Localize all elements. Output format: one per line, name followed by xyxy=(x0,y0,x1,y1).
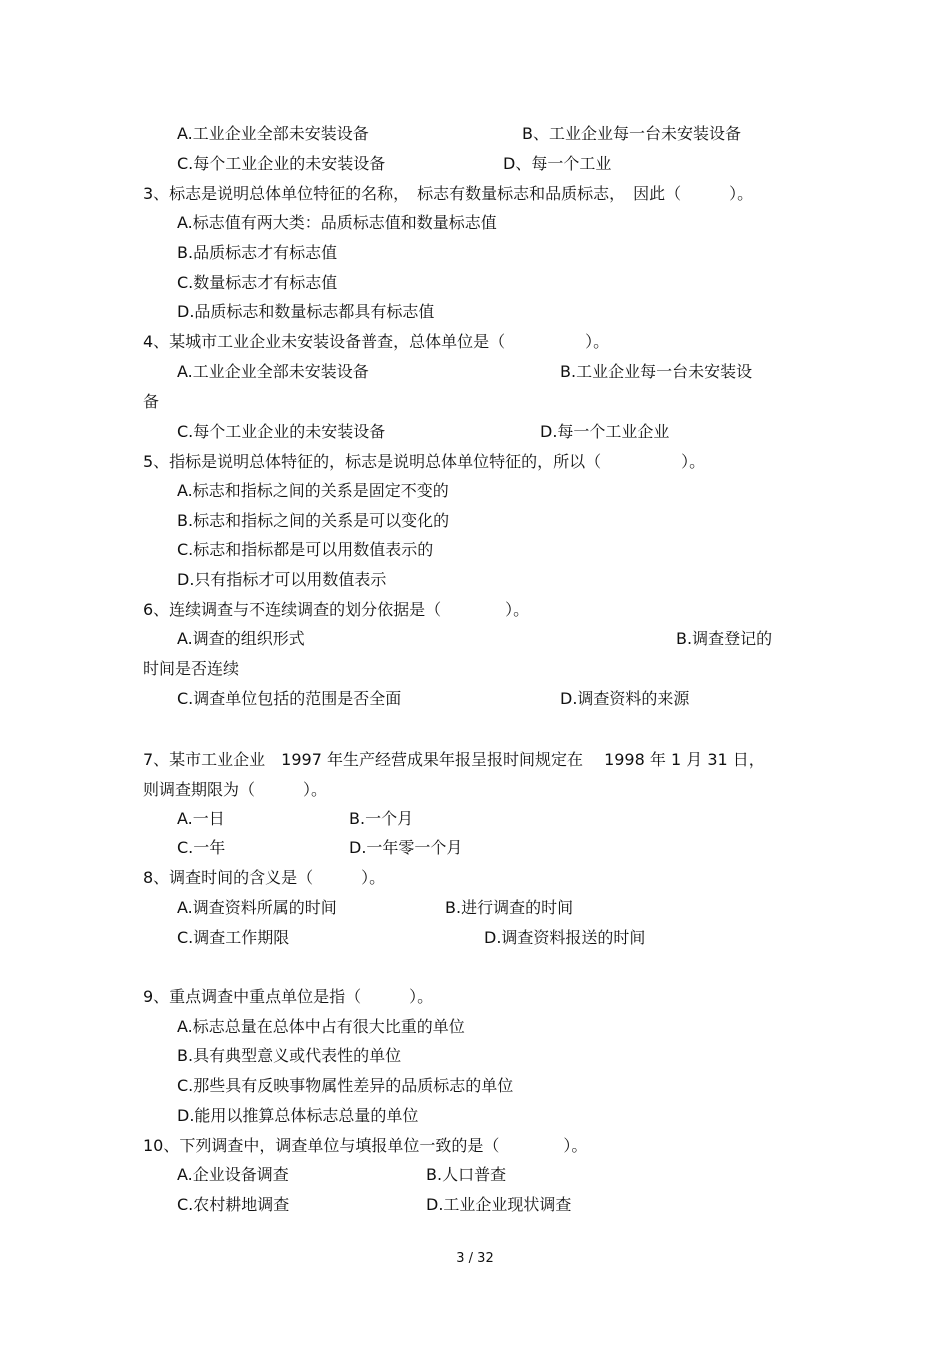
page-number: 3 / 32 xyxy=(456,1251,494,1266)
question-7-wrap: 则调查期限为（ ）。 xyxy=(143,780,328,799)
q9-option-b: B.具有典型意义或代表性的单位 xyxy=(177,1046,402,1065)
q4-option-c: C.每个工业企业的未安装设备 xyxy=(177,422,386,441)
question-3: 3、标志是说明总体单位特征的名称， 标志有数量标志和品质标志， 因此（ ）。 xyxy=(143,184,754,203)
q3-option-d: D.品质标志和数量标志都具有标志值 xyxy=(177,302,435,321)
q9-option-a: A.标志总量在总体中占有很大比重的单位 xyxy=(177,1017,465,1036)
q8-option-b: B.进行调查的时间 xyxy=(445,898,574,917)
q6-option-b: B.调查登记的 xyxy=(676,629,773,648)
q5-option-a: A.标志和指标之间的关系是固定不变的 xyxy=(177,481,449,500)
q8-option-a: A.调查资料所属的时间 xyxy=(177,898,337,917)
q7-option-d: D.一年零一个月 xyxy=(349,838,463,857)
q5-option-c: C.标志和指标都是可以用数值表示的 xyxy=(177,540,434,559)
q3-option-b: B.品质标志才有标志值 xyxy=(177,243,338,262)
question-9: 9、重点调查中重点单位是指（ ）。 xyxy=(143,987,434,1006)
question-10: 10、下列调查中，调查单位与填报单位一致的是（ ）。 xyxy=(143,1136,588,1155)
q8-option-d: D.调查资料报送的时间 xyxy=(484,928,646,947)
option-d: D、每一个工业 xyxy=(503,154,612,173)
q10-option-d: D.工业企业现状调查 xyxy=(426,1195,572,1214)
question-8: 8、调查时间的含义是（ ）。 xyxy=(143,868,386,887)
q7-option-a: A.一日 xyxy=(177,809,225,828)
question-6: 6、连续调查与不连续调查的划分依据是（ ）。 xyxy=(143,600,530,619)
q4-option-b: B.工业企业每一台未安装设 xyxy=(560,362,753,381)
q10-option-a: A.企业设备调查 xyxy=(177,1165,289,1184)
q10-option-b: B.人口普查 xyxy=(426,1165,507,1184)
q7-option-c: C.一年 xyxy=(177,838,226,857)
q3-option-c: C.数量标志才有标志值 xyxy=(177,273,338,292)
question-5: 5、指标是说明总体特征的，标志是说明总体单位特征的，所以（ ）。 xyxy=(143,452,706,471)
q4-option-a: A.工业企业全部未安装设备 xyxy=(177,362,369,381)
q5-option-d: D.只有指标才可以用数值表示 xyxy=(177,570,387,589)
question-4: 4、某城市工业企业未安装设备普查，总体单位是（ ）。 xyxy=(143,332,610,351)
q4-option-d: D.每一个工业企业 xyxy=(540,422,670,441)
q9-option-d: D.能用以推算总体标志总量的单位 xyxy=(177,1106,419,1125)
q3-option-a: A.标志值有两大类：品质标志值和数量标志值 xyxy=(177,213,497,232)
option-a: A.工业企业全部未安装设备 xyxy=(177,124,369,143)
q6-option-d: D.调查资料的来源 xyxy=(560,689,690,708)
q5-option-b: B.标志和指标之间的关系是可以变化的 xyxy=(177,511,450,530)
option-b: B、工业企业每一台未安装设备 xyxy=(522,124,741,143)
q6-option-a: A.调查的组织形式 xyxy=(177,629,305,648)
q4-option-b-wrap: 备 xyxy=(143,392,160,411)
question-7: 7、某市工业企业 1997 年生产经营成果年报呈报时间规定在 1998 年 1 月 31 日， xyxy=(143,750,765,769)
q7-option-b: B.一个月 xyxy=(349,809,414,828)
q8-option-c: C.调查工作期限 xyxy=(177,928,290,947)
q6-option-c: C.调查单位包括的范围是否全面 xyxy=(177,689,402,708)
option-c: C.每个工业企业的未安装设备 xyxy=(177,154,386,173)
q9-option-c: C.那些具有反映事物属性差异的品质标志的单位 xyxy=(177,1076,514,1095)
q10-option-c: C.农村耕地调查 xyxy=(177,1195,290,1214)
q6-option-b-wrap: 时间是否连续 xyxy=(143,659,240,678)
